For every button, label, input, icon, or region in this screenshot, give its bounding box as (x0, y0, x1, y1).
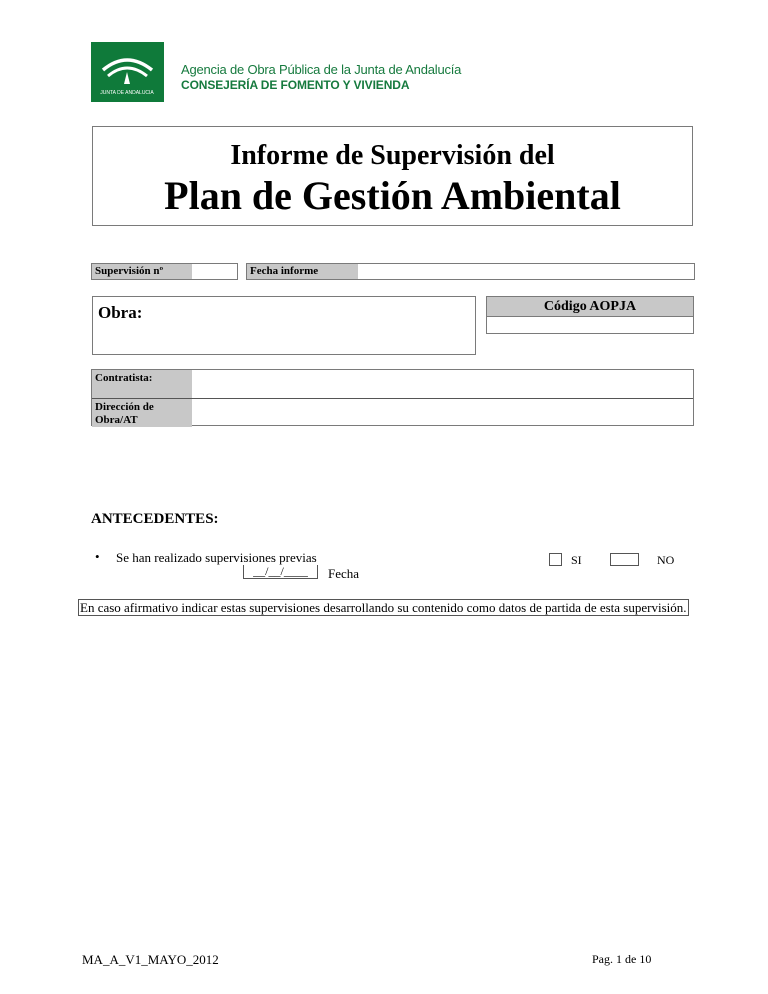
no-label: NO (657, 553, 675, 567)
direction-input[interactable] (192, 399, 693, 427)
previous-supervision-date-label: Fecha (328, 566, 360, 581)
junta-logo-icon (91, 42, 164, 102)
no-checkbox[interactable] (610, 553, 639, 566)
contractor-label: Contratista: (92, 370, 192, 398)
direction-row (92, 398, 693, 427)
si-checkbox[interactable] (549, 553, 562, 566)
obra-field[interactable] (92, 296, 476, 355)
contractor-table (91, 369, 694, 426)
supervision-number-field (91, 263, 238, 280)
previous-supervisions-question: Se han realizado supervisiones previas (116, 550, 317, 565)
antecedentes-heading: ANTECEDENTES: (91, 511, 219, 527)
document-code: MA_A_V1_MAYO_2012 (82, 952, 219, 967)
agency-name: Agencia de Obra Pública de la Junta de Andalucía (181, 62, 462, 77)
title-line-1: Informe de Supervisión del (230, 140, 555, 171)
document-title-box (92, 126, 693, 226)
supervision-number-input[interactable] (192, 264, 237, 279)
report-date-field (246, 263, 695, 280)
report-date-label: Fecha informe (247, 264, 358, 279)
svg-text:JUNTA DE ANDALUCIA: JUNTA DE ANDALUCIA (100, 90, 154, 96)
contractor-input[interactable] (192, 370, 693, 398)
instructions-note-text: En caso afirmativo indicar estas supervisiones desarrollando su contenido como datos de partida de esta supervisión. (80, 600, 687, 615)
ministry-name: CONSEJERÍA DE FOMENTO Y VIVIENDA (181, 78, 410, 92)
contractor-row (92, 370, 693, 398)
title-line-2: Plan de Gestión Ambiental (164, 173, 621, 218)
report-date-input[interactable] (358, 264, 694, 279)
previous-supervision-date-input[interactable]: __/__/____ (243, 565, 318, 579)
codigo-aopja-field (486, 296, 694, 334)
codigo-aopja-input[interactable] (487, 317, 693, 334)
obra-label: Obra: (98, 303, 143, 322)
page-number: Pag. 1 de 10 (592, 952, 652, 966)
direction-label: Dirección de Obra/AT (92, 399, 192, 427)
si-label: SI (571, 553, 582, 567)
supervision-number-label: Supervisión nº (92, 264, 192, 279)
instructions-note[interactable] (78, 599, 691, 616)
codigo-aopja-label: Código AOPJA (487, 297, 693, 317)
bullet-icon: • (95, 549, 100, 564)
